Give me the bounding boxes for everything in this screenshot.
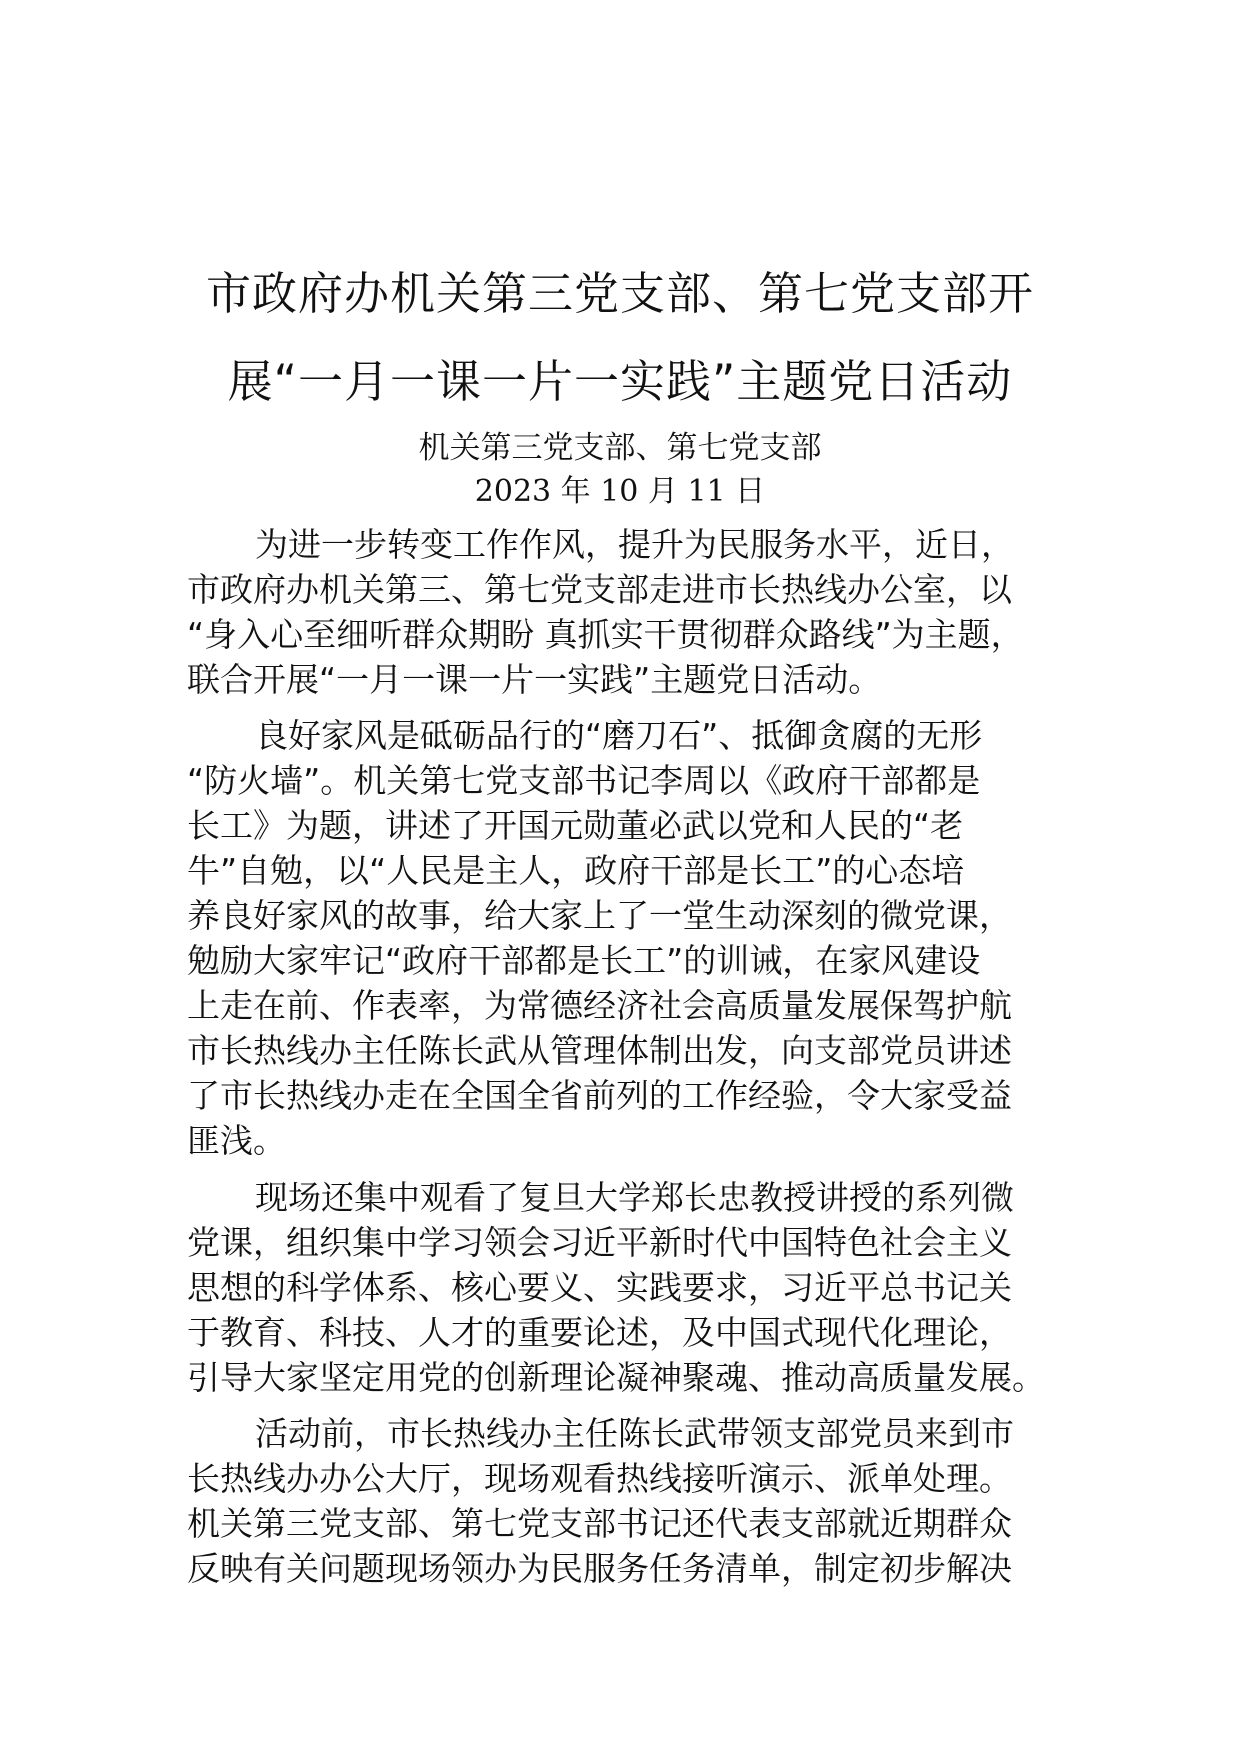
body-line-22: 机关第三党支部、第七党支部书记还代表支部就近期群众: [187, 1504, 1012, 1543]
body-line-14: 匪浅。: [187, 1121, 286, 1160]
body-line-20: 活动前，市长热线办主任陈长武带领支部党员来到市: [255, 1414, 1014, 1453]
body-line-4: 联合开展“一月一课一片一实践”主题党日活动。: [187, 660, 882, 699]
body-line-7: 长工》为题，讲述了开国元勋董必武以党和人民的“老: [187, 806, 964, 845]
body-line-12: 市长热线办主任陈长武从管理体制出发，向支部党员讲述: [187, 1031, 1012, 1070]
body-line-17: 思想的科学体系、核心要义、实践要求，习近平总书记关: [187, 1268, 1012, 1307]
body-line-8: 牛”自勉，以“人民是主人，政府干部是长工”的心态培: [187, 851, 965, 890]
body-line-6: “防火墙”。机关第七党支部书记李周以《政府干部都是: [187, 761, 981, 800]
document-title-line-1: 市政府办机关第三党支部、第七党支部开: [205, 267, 1034, 320]
body-line-19: 引导大家坚定用党的创新理论凝神聚魂、推动高质量发展。: [187, 1358, 1045, 1397]
body-line-5: 良好家风是砥砺品行的“磨刀石”、抵御贪腐的无形: [255, 716, 983, 755]
body-line-1: 为进一步转变工作作风，提升为民服务水平，近日，: [255, 525, 1014, 564]
body-line-18: 于教育、科技、人才的重要论述，及中国式现代化理论，: [187, 1313, 1012, 1352]
document-author: 机关第三党支部、第七党支部: [418, 430, 822, 466]
body-line-10: 勉励大家牢记“政府干部都是长工”的训诫，在家风建设: [187, 941, 981, 980]
document-title-line-2: 展“一月一课一片一实践”主题党日活动: [227, 355, 1013, 408]
body-line-2: 市政府办机关第三、第七党支部走进市长热线办公室，以: [187, 570, 1012, 609]
body-line-15: 现场还集中观看了复旦大学郑长忠教授讲授的系列微: [255, 1178, 1014, 1217]
body-line-11: 上走在前、作表率，为常德经济社会高质量发展保驾护航: [187, 986, 1012, 1025]
body-line-23: 反映有关问题现场领办为民服务任务清单，制定初步解决: [187, 1549, 1012, 1588]
body-line-21: 长热线办办公大厅，现场观看热线接听演示、派单处理。: [187, 1459, 1012, 1498]
body-line-13: 了市长热线办走在全国全省前列的工作经验，令大家受益: [187, 1076, 1012, 1115]
body-line-3: “身入心至细听群众期盼 真抓实干贯彻群众路线”为主题，: [187, 615, 1024, 654]
body-line-9: 养良好家风的故事，给大家上了一堂生动深刻的微党课，: [187, 896, 1012, 935]
document-date: 2023 年 10 月 11 日: [474, 474, 766, 509]
body-line-16: 党课，组织集中学习领会习近平新时代中国特色社会主义: [187, 1223, 1012, 1262]
